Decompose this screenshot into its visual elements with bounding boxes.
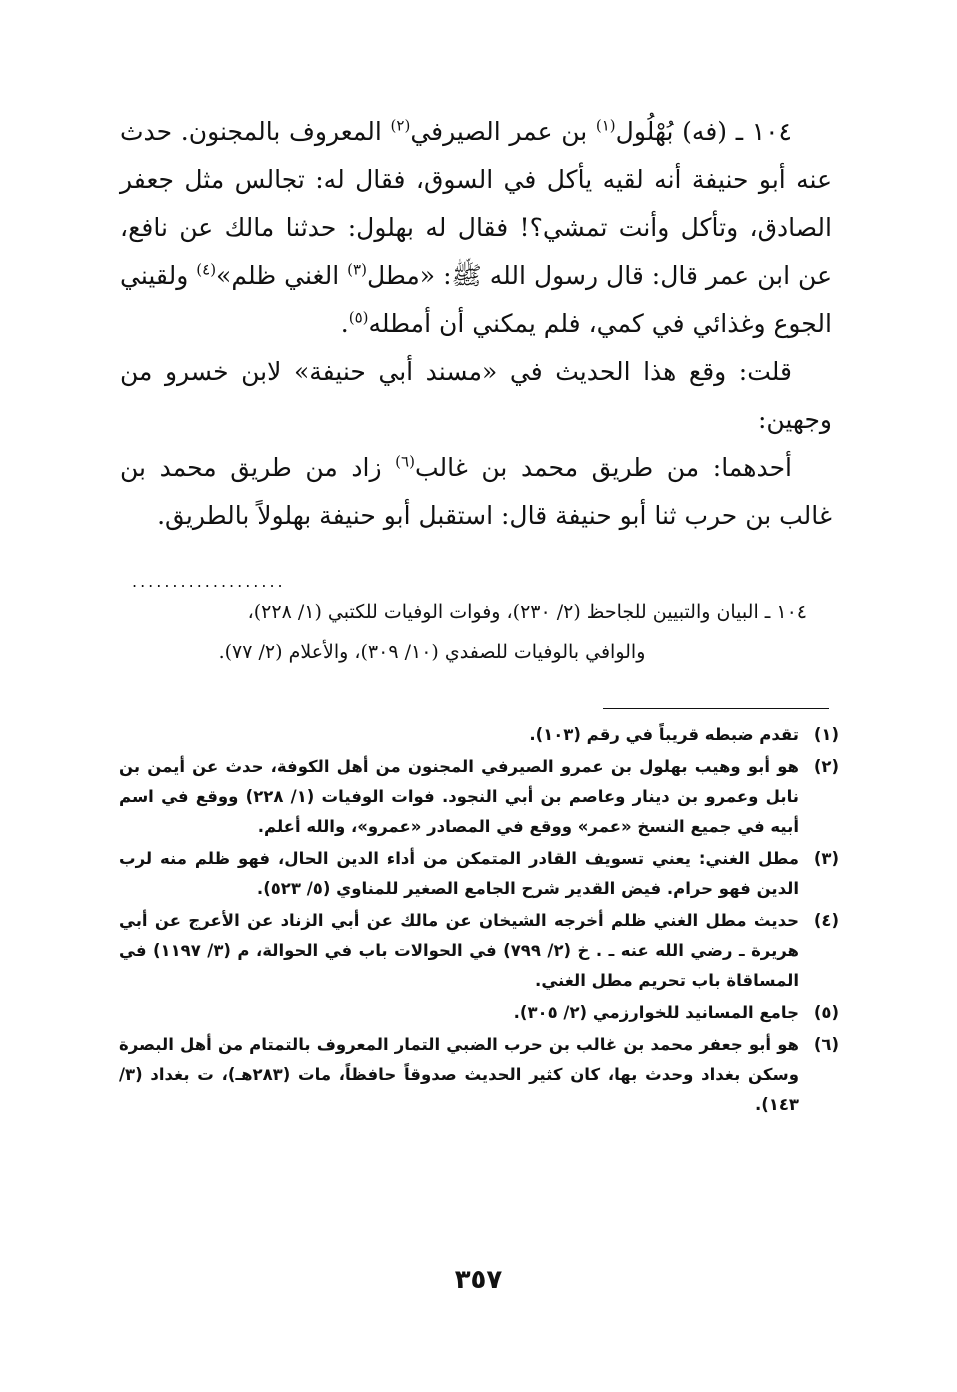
footnote <box>119 1030 839 1120</box>
paragraph-3 <box>120 444 832 540</box>
entry-paragraph <box>120 108 832 348</box>
entry-rest: المعروف بالمجنون. حدث عنه أبو حنيفة أنه لقيه يأكل في السوق، فقال له: تجالس مثل جعفر الصادق، وتأكل وأنت تمشي؟! فقال له بهلول: حدثنا مالك عن نافع، عن ابن عمر قال: قال رسول الله ﷺ: «مطل <box>120 117 832 290</box>
footnote <box>119 998 839 1028</box>
sources-block <box>117 592 807 672</box>
entry-lead: ١٠٤ ـ (فه) بُهْلُول <box>615 117 792 146</box>
footnote-ref-4: (٤) <box>196 260 217 279</box>
sources-line-1: ١٠٤ ـ البيان والتبيين للجاحظ (٢/ ٢٣٠)، وفوات الوفيات للكتبي (١/ ٢٢٨)، <box>247 601 807 623</box>
hadith-rest: ولقيني الجوع وغذائي في كمي، فلم يمكني أن أمطله <box>120 261 832 338</box>
entry-mid: بن عمر الصيرفي <box>410 117 596 146</box>
footnote <box>119 720 839 750</box>
sources-line-2: والوافي بالوفيات للصفدي (١٠/ ٣٠٩)، والأعلام (٢/ ٧٧). <box>218 641 646 663</box>
footnote-ref-6: (٦) <box>395 452 415 471</box>
para3-rest: زاد من طريق محمد بن غالب بن حرب ثنا أبو حنيفة قال: استقبل أبو حنيفة بهلولاً بالطريق. <box>120 453 832 530</box>
footnote-ref-1: (١) <box>595 116 616 135</box>
footnote-text: مطل الغني: يعني تسويف القادر المتمكن من أداء الدين الحال، فهو ظلم منه لرب الدين فهو حرام. فيض القدير شرح الجامع الصغير للمناوي (٥/ ٥٢٣). <box>119 849 799 898</box>
para3-lead: أحدهما: من طريق محمد بن غالب <box>414 453 792 482</box>
footnote <box>119 906 839 996</box>
footnote-text: جامع المسانيد للخوارزمي (٢/ ٣٠٥). <box>513 1003 799 1022</box>
end-dot: . <box>340 309 349 338</box>
footnote-number: (٢) <box>813 757 839 776</box>
footnote-text: هو أبو جعفر محمد بن غالب بن حرب الضبي التمار المعروف بالتمتام من أهل البصرة وسكن بغداد وحدث بها، كان كثير الحديث صدوقاً حافظاً، مات (٢٨٣هـ)، ت بغداد (٣/ ١٤٣). <box>119 1035 799 1114</box>
footnote-text: هو أبو وهيب بهلول بن عمرو الصيرفي المجنون من أهل الكوفة، حدث عن أيمن بن نابل وعمرو بن دينار وعاصم بن أبي النجود. فوات الوفيات (١/ ٢٢٨) ووقع في اسم أبيه في جميع النسخ «عمر» ووقع في المصادر «عمرو»، والله أعلم. <box>119 757 799 836</box>
footnote-text: تقدم ضبطه قريباً في رقم (١٠٣). <box>529 725 799 744</box>
hadith-mid: الغني ظلم» <box>216 261 348 290</box>
footnote-number: (١) <box>813 725 839 744</box>
footnote <box>119 844 839 904</box>
footnote-number: (٦) <box>813 1035 839 1054</box>
footnote-number: (٤) <box>813 911 839 930</box>
main-text <box>120 108 832 540</box>
page-number: ٣٥٧ <box>454 1265 503 1295</box>
paragraph-2: قلت: وقع هذا الحديث في «مسند أبي حنيفة» لابن خسرو من وجهين: <box>120 357 832 434</box>
footnote-text: حديث مطل الغني ظلم أخرجه الشيخان عن مالك عن أبي الزناد عن الأعرج عن أبي هريرة ـ رضي الله عنه ـ . خ (٢/ ٧٩٩) في الحوالات باب في الحوالة، م (٣/ ١١٩٧) في المساقاة باب تحريم مطل الغني. <box>119 911 799 990</box>
footnote-number: (٥) <box>813 1003 839 1022</box>
dotted-separator: ................... <box>132 572 286 591</box>
footnote-number: (٣) <box>813 849 839 868</box>
footnote <box>119 752 839 842</box>
footnotes <box>119 720 839 1122</box>
footnote-ref-5: (٥) <box>348 308 369 327</box>
footnote-ref-2: (٢) <box>390 116 411 135</box>
footnote-ref-3: (٣) <box>347 260 367 279</box>
footnote-rule <box>603 708 829 709</box>
